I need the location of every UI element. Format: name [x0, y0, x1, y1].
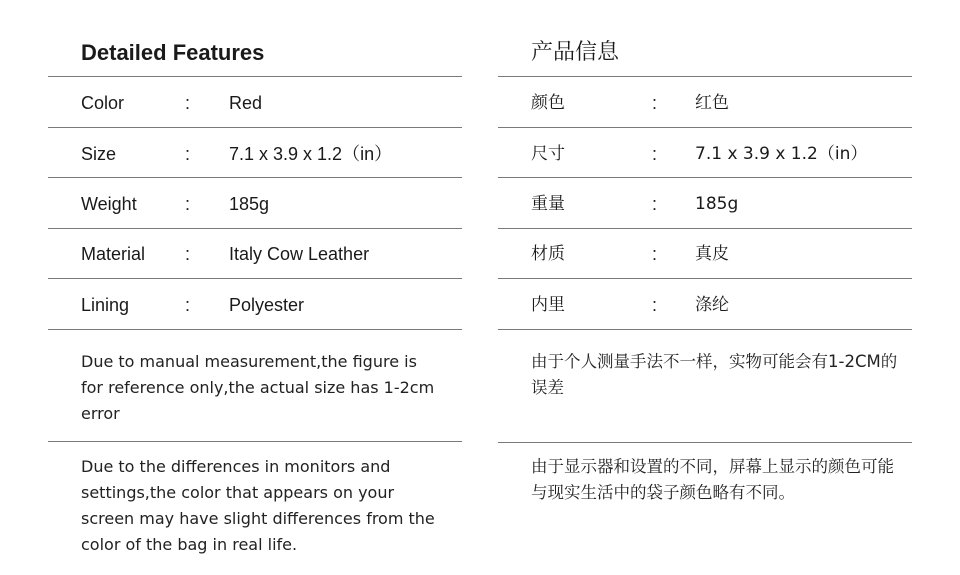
feature-value: 7.1 x 3.9 x 1.2（in）: [695, 144, 868, 164]
divider: [498, 76, 912, 77]
feature-label: Color: [81, 93, 125, 113]
divider: [48, 76, 462, 77]
feature-label: 尺寸: [531, 144, 565, 164]
feature-value: 185g: [695, 194, 739, 214]
divider: [48, 278, 462, 279]
divider: [48, 441, 462, 442]
feature-value: 185g: [229, 194, 270, 214]
color-note: 由于显示器和设置的不同，屏幕上显示的颜色可能与现实生活中的袋子颜色略有不同。: [531, 457, 894, 502]
feature-value: 涤纶: [695, 295, 729, 315]
feature-label: 重量: [531, 194, 565, 214]
feature-row-color: [48, 78, 462, 128]
feature-colon: :: [185, 244, 191, 264]
divider: [498, 442, 912, 443]
divider: [498, 177, 912, 178]
feature-row-size: [48, 129, 462, 179]
color-note: Due to the differences in monitors and settings,the color that appears on your screen may have slight differences from the color of the bag in real life.: [81, 457, 435, 554]
feature-label: Size: [81, 144, 117, 164]
feature-colon: :: [652, 93, 658, 113]
feature-colon: :: [652, 295, 658, 315]
feature-label: 内里: [531, 295, 565, 315]
feature-row-weight: [48, 179, 462, 229]
page-title-chinese: 产品信息: [531, 40, 620, 65]
page-title: Detailed Features: [81, 40, 265, 65]
feature-row-lining: [48, 280, 462, 330]
feature-colon: :: [185, 144, 191, 164]
feature-colon: :: [185, 295, 191, 315]
feature-value: 红色: [695, 93, 729, 113]
measurement-note: Due to manual measurement,the figure is for reference only,the actual size has 1-2cm error: [81, 352, 435, 423]
measurement-note: 由于个人测量手法不一样，实物可能会有1-2CM的误差: [531, 352, 898, 397]
divider: [498, 127, 912, 128]
feature-row-color: [498, 78, 912, 128]
feature-value: 7.1 x 3.9 x 1.2（in）: [229, 144, 393, 164]
feature-label: Material: [81, 244, 146, 264]
feature-colon: :: [185, 93, 191, 113]
feature-label: 材质: [531, 244, 565, 264]
feature-value: Red: [229, 93, 263, 113]
feature-row-lining: [498, 280, 912, 330]
feature-label: Weight: [81, 194, 137, 214]
divider: [48, 127, 462, 128]
feature-row-material: [48, 229, 462, 279]
feature-value: Italy Cow Leather: [229, 244, 370, 264]
feature-row-material: [498, 229, 912, 279]
divider: [48, 329, 462, 330]
divider: [498, 278, 912, 279]
feature-colon: :: [652, 194, 658, 214]
feature-label: Lining: [81, 295, 130, 315]
feature-value: 真皮: [695, 244, 729, 264]
feature-value: Polyester: [229, 295, 305, 315]
feature-row-size: [498, 129, 912, 179]
feature-colon: :: [652, 144, 658, 164]
divider: [48, 177, 462, 178]
feature-colon: :: [652, 244, 658, 264]
feature-row-weight: [498, 179, 912, 229]
feature-label: 颜色: [531, 93, 565, 113]
feature-colon: :: [185, 194, 191, 214]
divider: [498, 329, 912, 330]
